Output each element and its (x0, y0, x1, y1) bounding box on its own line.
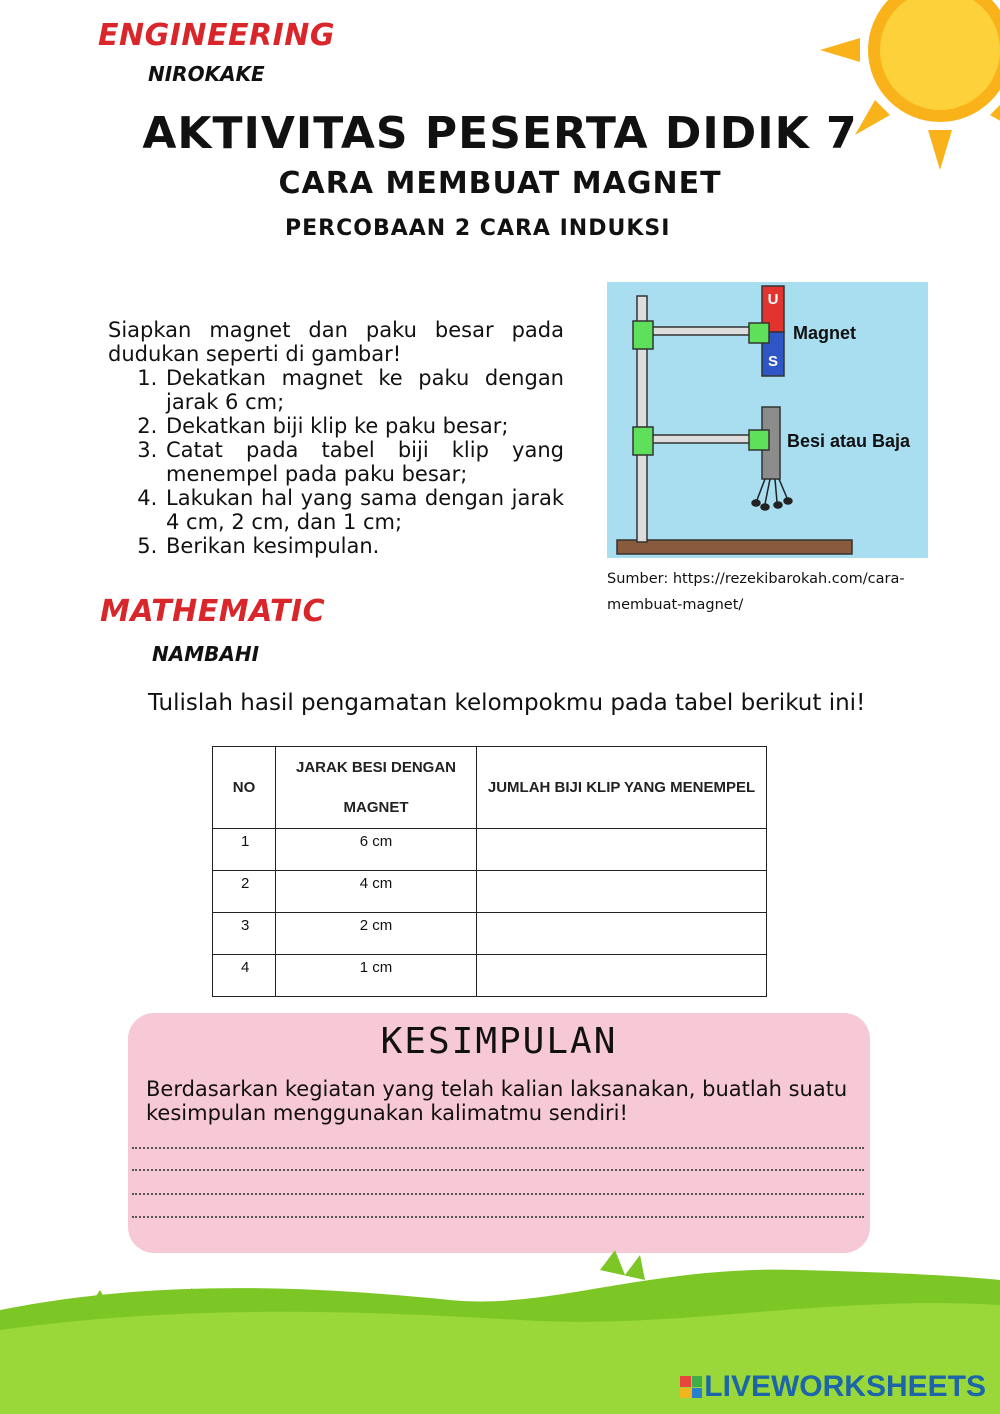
step-item: 5. Berikan kesimpulan. (164, 534, 564, 558)
engineering-tag: ENGINEERING (98, 18, 335, 53)
conclusion-text: Berdasarkan kegiatan yang telah kalian laksanakan, buatlah suatu kesimpulan menggunakan kalimatmu sendiri! (146, 1077, 848, 1125)
row-no: 1 (213, 829, 276, 871)
experiment-title: PERCOBAAN 2 CARA INDUKSI (285, 216, 671, 241)
step-item: 2. Dekatkan biji klip ke paku besar; (164, 414, 564, 438)
answer-line[interactable] (132, 1169, 864, 1171)
row-count-cell[interactable] (477, 871, 767, 913)
row-no: 4 (213, 955, 276, 997)
pole-s-label: S (767, 353, 779, 370)
liveworksheets-icon (680, 1376, 702, 1398)
liveworksheets-brand: LIVEWORKSHEETS (704, 1370, 986, 1403)
instructions-intro: Siapkan magnet dan paku besar pada dudukan seperti di gambar! (108, 318, 564, 366)
row-count-cell[interactable] (477, 829, 767, 871)
row-distance: 4 cm (276, 871, 477, 913)
table-prompt: Tulislah hasil pengamatan kelompokmu pada tabel berikut ini! (148, 690, 866, 716)
engineering-subtag: NIROKAKE (148, 62, 265, 86)
answer-line[interactable] (132, 1193, 864, 1195)
step-item: 1. Dekatkan magnet ke paku dengan jarak 6 cm; (164, 366, 564, 414)
row-no: 3 (213, 913, 276, 955)
conclusion-title: KESIMPULAN (380, 1021, 618, 1062)
step-item: 4. Lakukan hal yang sama dengan jarak 4 cm, 2 cm, dan 1 cm; (164, 486, 564, 534)
magnet-label: Magnet (793, 323, 856, 343)
pole-u-label: U (767, 291, 779, 308)
experiment-illustration (607, 282, 928, 558)
image-source: Sumber: https://rezekibarokah.com/cara-membuat-magnet/ (607, 571, 905, 613)
row-distance: 1 cm (276, 955, 477, 997)
iron-label: Besi atau Baja (787, 431, 911, 451)
table-row (213, 913, 767, 955)
page-subtitle: CARA MEMBUAT MAGNET (278, 166, 722, 201)
header-distance: JARAK BESI DENGAN MAGNET (276, 747, 477, 829)
mathematic-tag: MATHEMATIC (100, 594, 326, 629)
row-distance: 2 cm (276, 913, 477, 955)
instructions (108, 318, 564, 558)
table-row (213, 871, 767, 913)
liveworksheets-logo[interactable] (680, 1370, 986, 1404)
row-count-cell[interactable] (477, 955, 767, 997)
answer-line[interactable] (132, 1147, 864, 1149)
instructions-steps (164, 366, 564, 558)
mathematic-subtag: NAMBAHI (152, 642, 260, 666)
step-item: 3. Catat pada tabel biji klip yang menempel pada paku besar; (164, 438, 564, 486)
table-row (213, 829, 767, 871)
row-count-cell[interactable] (477, 913, 767, 955)
page-title: AKTIVITAS PESERTA DIDIK 7 (142, 108, 858, 159)
header-count: JUMLAH BIJI KLIP YANG MENEMPEL (477, 747, 767, 829)
conclusion-box (128, 1013, 870, 1253)
answer-line[interactable] (132, 1216, 864, 1218)
header-no: NO (213, 747, 276, 829)
row-distance: 6 cm (276, 829, 477, 871)
table-row (213, 955, 767, 997)
row-no: 2 (213, 871, 276, 913)
observation-table (212, 746, 767, 997)
